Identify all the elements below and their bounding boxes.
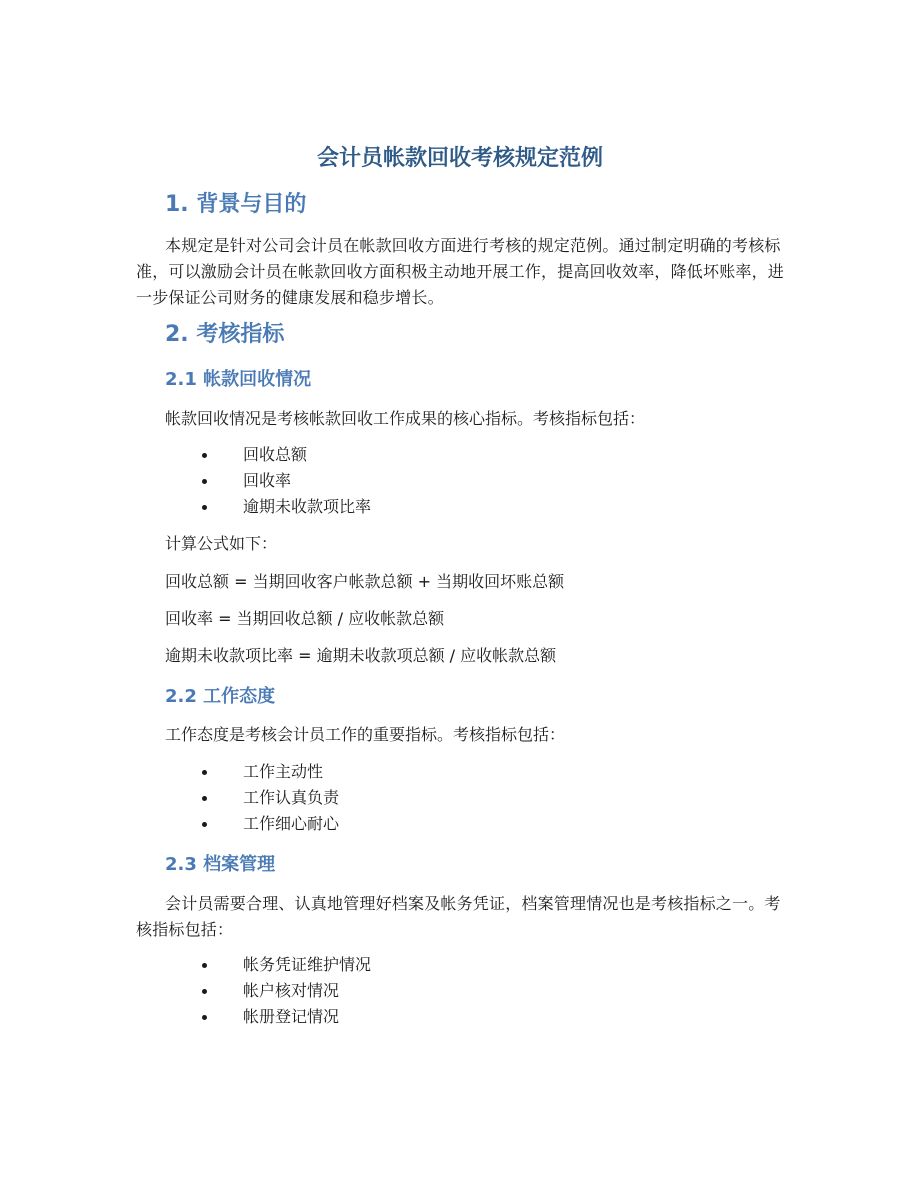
bullet-icon bbox=[202, 770, 207, 775]
section-2-3-heading: 2.3 档案管理 bbox=[165, 854, 276, 875]
section-2-1-intro: 帐款回收情况是考核帐款回收工作成果的核心指标。考核指标包括： bbox=[165, 409, 646, 428]
formula-line: 逾期未收款项比率 = 逾期未收款项总额 / 应收帐款总额 bbox=[165, 646, 557, 665]
section-2-2-intro: 工作态度是考核会计员工作的重要指标。考核指标包括： bbox=[165, 725, 566, 744]
bullet-icon bbox=[202, 796, 207, 801]
bullet-icon bbox=[202, 989, 207, 994]
section-2-heading: 2. 考核指标 bbox=[165, 322, 285, 347]
formula-line: 回收总额 = 当期回收客户帐款总额 + 当期收回坏账总额 bbox=[165, 572, 565, 591]
bullet-icon bbox=[202, 1015, 207, 1020]
bullet-icon bbox=[202, 963, 207, 968]
section-2-3-intro: 会计员需要合理、认真地管理好档案及帐务凭证，档案管理情况也是考核指标之一。考核指标包括： bbox=[136, 894, 781, 939]
formula-line: 回收率 = 当期回收总额 / 应收帐款总额 bbox=[165, 609, 445, 628]
document-page: 会计员帐款回收考核规定范例 1. 背景与目的 本规定是针对公司会计员在帐款回收方面进行考核的规定范例。通过制定明确的考核标准，可以激励会计员在帐款回收方面积极主动地开展工作，提高回收效率，降低坏账率，进一步保证公司财务的健康发展和稳步增长。 2. 考核指标 2.1 帐款回收情况 帐款回收情况是考核帐款回收工作成果的核心指标。考核指标包括： 回收总额 回收率 逾期未收款项比率 计算公式如下： 回收总额 = 当期回收客户帐款总额 + 当期收回坏账总额 回收率 = 当期回收总额 / 应收帐款总额 逾期未收款项比率 = 逾期未收款项总额 / 应收帐款总额 2.2 工作态度 工作态度是考核会计员工作的重要指标。考核指标包括： 工作主动性 工作认真负责 工作细心耐心 2.3 档案管理 会计员需要合理、认真地管理好档案及帐务凭证，档案管理情况也是考核指标之一。考核指标包括： 帐务凭证维护情况 帐户核对情况 帐册登记情况 bbox=[0, 0, 920, 1191]
document-title: 会计员帐款回收考核规定范例 bbox=[316, 146, 603, 171]
bullet-icon bbox=[202, 505, 207, 510]
section-1-paragraph: 本规定是针对公司会计员在帐款回收方面进行考核的规定范例。通过制定明确的考核标准，可以激励会计员在帐款回收方面积极主动地开展工作，提高回收效率，降低坏账率，进一步保证公司财务的健康发展和稳步增长。 bbox=[136, 236, 785, 307]
formula-intro: 计算公式如下： bbox=[165, 534, 278, 553]
section-2-1-heading: 2.1 帐款回收情况 bbox=[165, 369, 312, 390]
section-2-2-heading: 2.2 工作态度 bbox=[165, 686, 276, 707]
bullet-icon bbox=[202, 479, 207, 484]
bullet-icon bbox=[202, 822, 207, 827]
bullet-icon bbox=[202, 453, 207, 458]
section-1-heading: 1. 背景与目的 bbox=[165, 192, 307, 217]
